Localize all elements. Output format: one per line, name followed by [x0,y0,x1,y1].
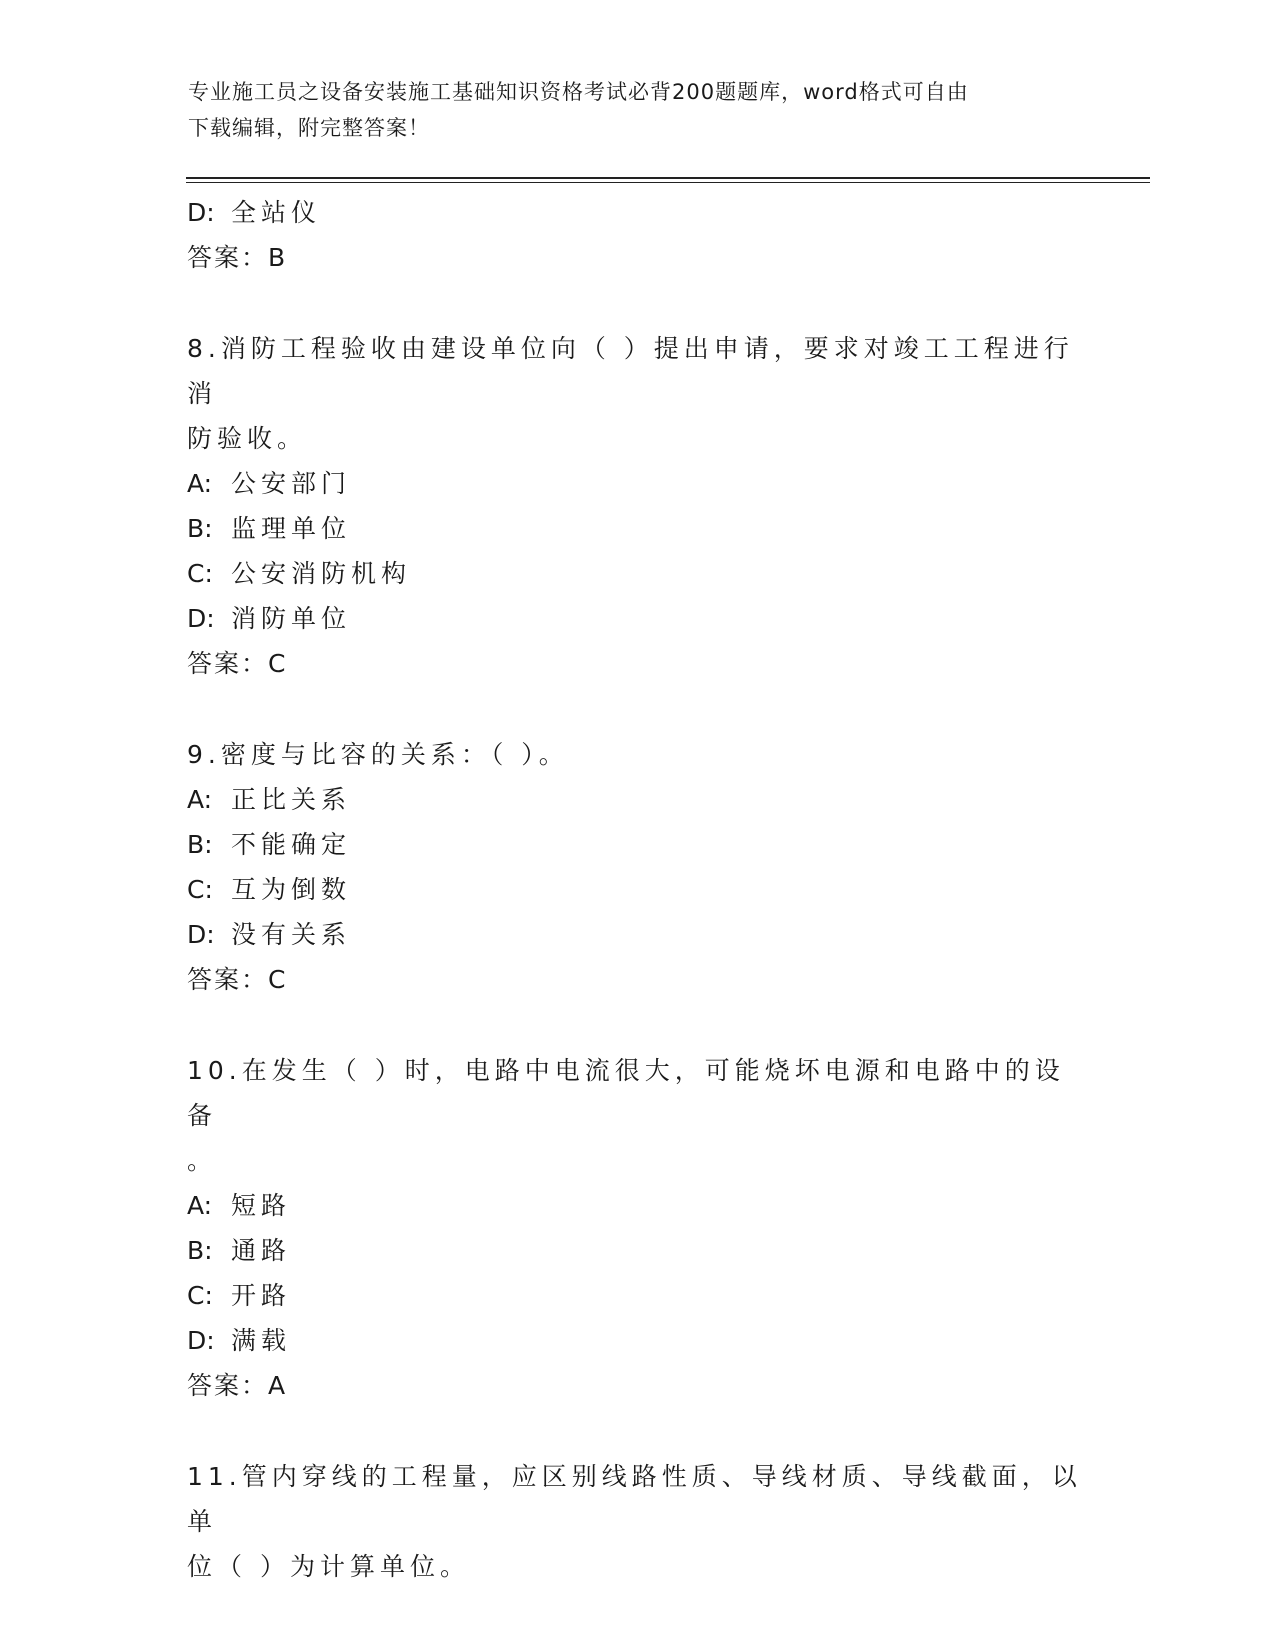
option-text: 没有关系 [231,920,352,949]
question-text [187,1454,1087,1589]
answer: 答案：C [187,965,288,994]
option-a [187,1183,1087,1228]
question-text-line-1: 11.管内穿线的工程量，应区别线路性质、导线材质、导线截面，以单 [187,1462,1082,1536]
question-11 [187,1454,1087,1589]
option-label: C: [187,559,213,588]
option-label: A: [187,1191,213,1220]
option-text: 互为倒数 [231,875,352,904]
option-text: 短路 [231,1191,292,1220]
question-text [187,326,1087,461]
option-text: 不能确定 [231,830,352,859]
question-text-line-2: 位（ ）为计算单位。 [187,1552,470,1581]
question-list [187,190,1087,1589]
question-9 [187,732,1087,1002]
question-10 [187,1048,1087,1408]
option-b [187,1228,1087,1273]
header-divider-thin [186,182,1150,183]
option-text: 监理单位 [231,514,352,543]
option-text: 满载 [231,1326,292,1355]
question-text-line-1: 10.在发生（ ）时，电路中电流很大，可能烧坏电源和电路中的设备 [187,1056,1065,1130]
option-c [187,551,1087,596]
document-header [188,74,1068,146]
option-b [187,506,1087,551]
option-label: D: [187,920,215,949]
option-text: 正比关系 [231,785,352,814]
option-d [187,1318,1087,1363]
question-text-line-1: 8.消防工程验收由建设单位向（ ）提出申请，要求对竣工工程进行消 [187,334,1074,408]
option-text: 消防单位 [231,604,352,633]
option-label: A: [187,785,213,814]
option-text: 开路 [231,1281,292,1310]
question-text: 9.密度与比容的关系：（ ）。 [187,740,569,769]
question-text-line-2: 。 [187,1146,218,1175]
option-text: 通路 [231,1236,292,1265]
option-b [187,822,1087,867]
option-text: 公安部门 [231,469,352,498]
option-label: C: [187,1281,213,1310]
option-label: B: [187,830,213,859]
answer: 答案：C [187,649,288,678]
option-label: A: [187,469,213,498]
option-text: 全站仪 [231,198,322,227]
header-line-1: 专业施工员之设备安装施工基础知识资格考试必背200题题库，word格式可自由 [188,80,969,104]
option-label: D: [187,604,215,633]
option-label: B: [187,514,213,543]
option-a [187,777,1087,822]
option-d [187,912,1087,957]
question-text-line-2: 防验收。 [187,424,308,453]
option-d [187,596,1087,641]
option-d [187,190,1087,235]
answer: 答案：B [187,243,288,272]
option-c [187,867,1087,912]
option-label: B: [187,1236,213,1265]
option-text: 公安消防机构 [231,559,412,588]
question-text [187,1048,1087,1183]
option-label: D: [187,1326,215,1355]
answer: 答案：A [187,1371,288,1400]
option-label: C: [187,875,213,904]
option-a [187,461,1087,506]
header-line-2: 下载编辑，附完整答案！ [188,116,430,140]
option-c [187,1273,1087,1318]
header-divider-thick [186,177,1150,179]
option-label: D: [187,198,215,227]
question-8 [187,326,1087,686]
